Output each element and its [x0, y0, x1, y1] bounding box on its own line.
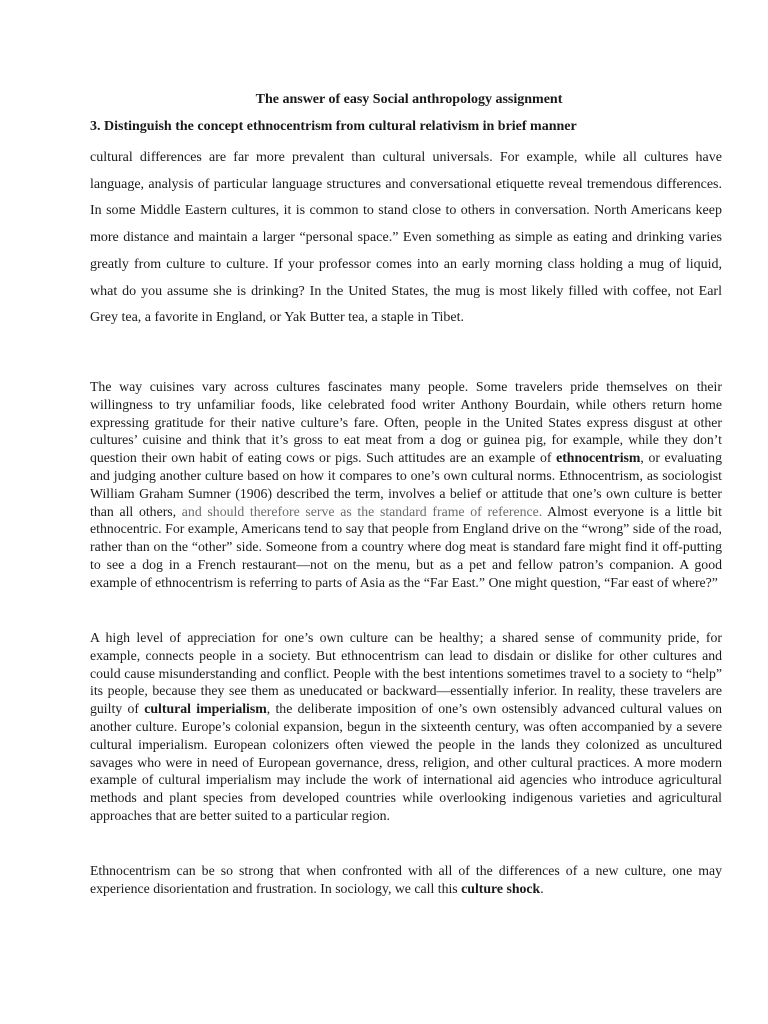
paragraph-2-text-c: and should therefore serve as the standard frame of reference. — [176, 503, 543, 519]
paragraph-3 — [90, 629, 722, 825]
term-ethnocentrism: ethnocentrism — [556, 450, 641, 466]
paragraph-4-text-b: . — [540, 880, 544, 896]
page-title: The answer of easy Social anthropology assignment — [255, 92, 563, 107]
paragraph-2-text-b: , or evaluating and judging another culture based on how it compares to one’s own cultural norms. Ethnocentrism, as sociologist William Graham Sumner (1906) described the term, involves a belief or attitude that one’s own culture is better than all others, — [90, 450, 722, 519]
paragraph-2 — [90, 378, 722, 592]
term-cultural-imperialism: cultural imperialism — [144, 701, 267, 717]
paragraph-4-text-a: Ethnocentrism can be so strong that when confronted with all of the differences of a new culture, one may experience disorientation and frustration. In sociology, we call this — [90, 863, 722, 896]
paragraph-3-text-b: , the deliberate imposition of one’s own ostensibly advanced cultural values on another culture. Europe’s colonial expansion, begun in the sixteenth century, was often accompanied by a severe cultural imperialism. European colonizers often viewed the people in the lands they colonized as uncultured savages who were in need of European governance, dress, religion, and other cultural practices. A more modern example of cultural imperialism may include the work of international aid agencies who introduce agricultural methods and plant species from developed countries while overlooking indigenous varieties and agricultural approaches that are better suited to a particular region. — [90, 701, 722, 823]
paragraph-3-text-a: A high level of appreciation for one’s own culture can be healthy; a shared sense of community pride, for example, connects people in a society. But ethnocentrism can lead to disdain or dislike for other cultures and could cause misunderstanding and conflict. People with the best intentions sometimes travel to a society to “help” its people, because they see them as uneducated or backward—essentially inferior. In reality, these travelers are guilty of — [90, 630, 722, 717]
term-culture-shock: culture shock — [461, 880, 541, 896]
paragraph-1: cultural differences are far more prevalent than cultural universals. For example, while all cultures have language, analysis of particular language structures and conversational etiquette reveal tremendous differences. In some Middle Eastern cultures, it is common to stand close to others in conversation. North Americans keep more distance and maintain a larger “personal space.” Even something as simple as eating and drinking varies greatly from culture to culture. If your professor comes into an early morning class holding a mug of liquid, what do you assume she is drinking? In the United States, the mug is most likely filled with coffee, not Earl Grey tea, a favorite in England, or Yak Butter tea, a staple in Tibet. — [90, 150, 722, 326]
question-heading: 3. Distinguish the concept ethnocentrism from cultural relativism in brief manner — [90, 119, 577, 134]
paragraph-2-text-d: Almost everyone is a little bit ethnocentric. For example, Americans tend to say that people from England drive on the “wrong” side of the road, rather than on the “other” side. Someone from a country where dog meat is standard fare might find it off-putting to see a dog in a French restaurant—not on the menu, but as a pet and fellow patron’s companion. A good example of ethnocentrism is referring to parts of Asia as the “Far East.” One might question, “Far east of where?” — [90, 503, 722, 590]
paragraph-4 — [90, 862, 722, 898]
paragraph-2-text-a: The way cuisines vary across cultures fascinates many people. Some travelers pride themselves on their willingness to try unfamiliar foods, like celebrated food writer Anthony Bourdain, while others return home expressing gratitude for their native culture’s fare. Often, people in the United States express disgust at other cultures’ cuisine and think that it’s gross to eat meat from a dog or guinea pig, for example, while they don’t question their own habit of eating cows or pigs. Such attitudes are an example of — [90, 379, 722, 466]
